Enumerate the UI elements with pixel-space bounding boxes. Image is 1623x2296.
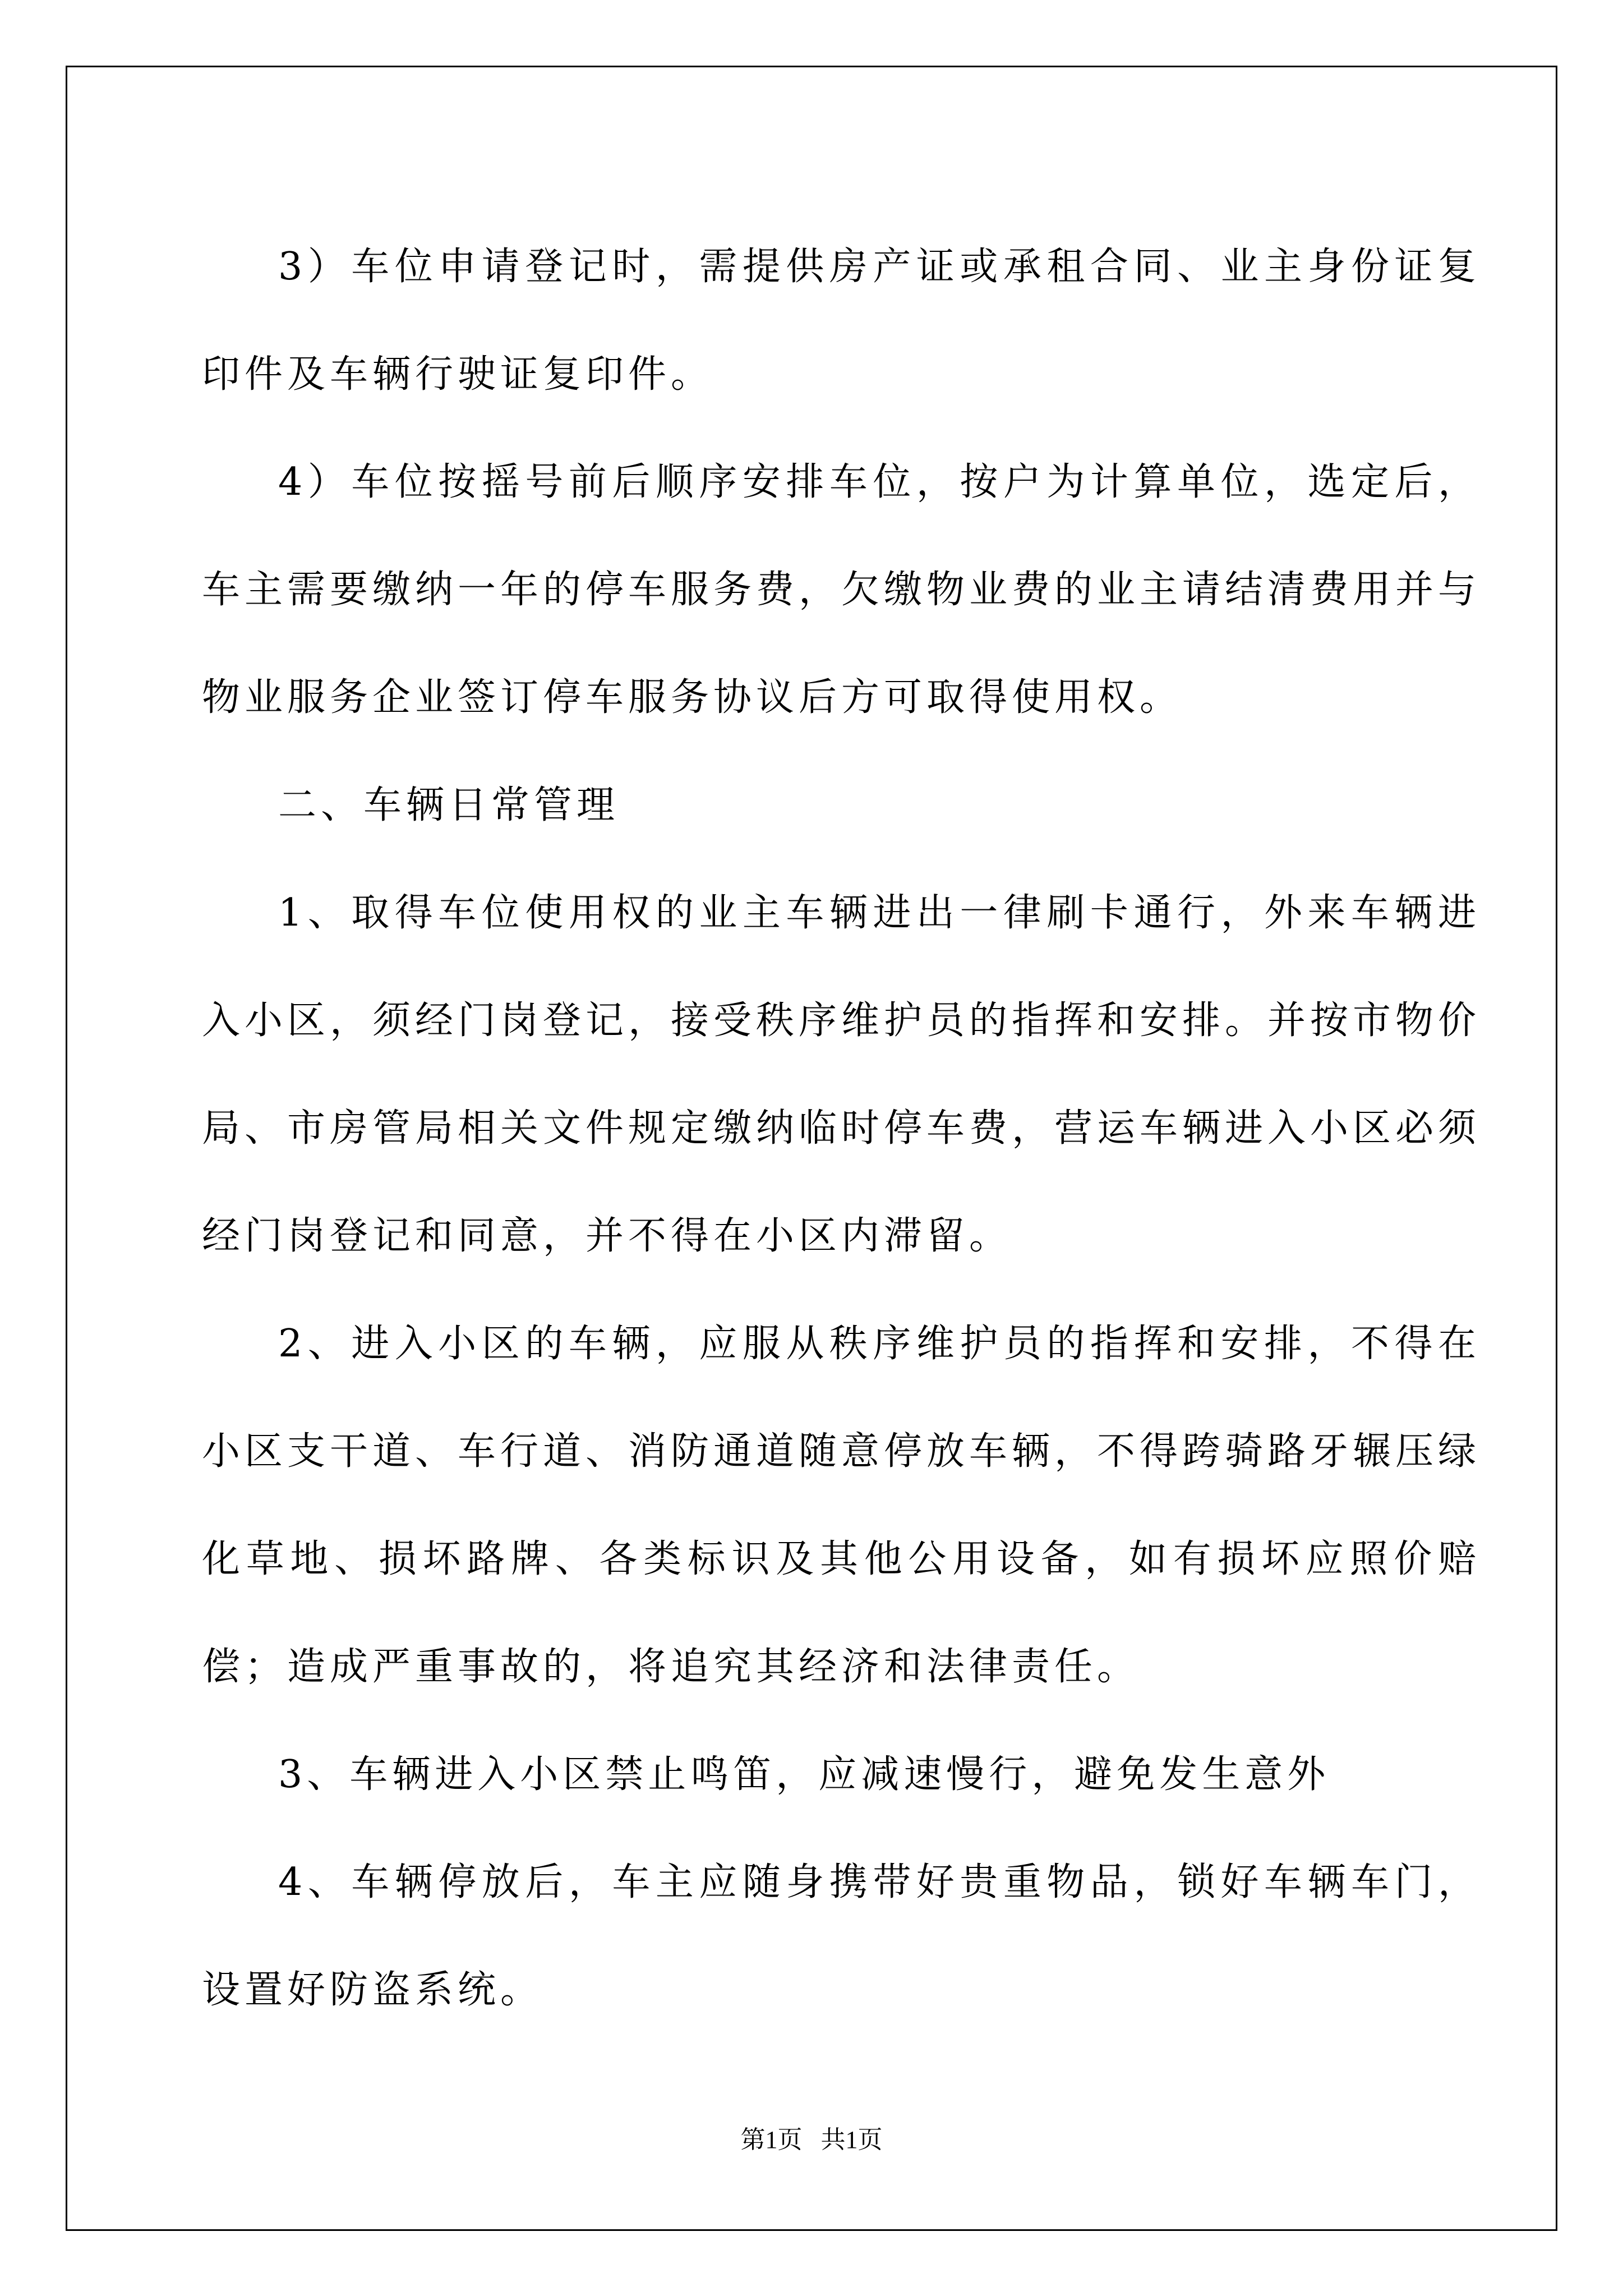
page-footer <box>0 2123 1623 2157</box>
paragraph-2: 4）车位按摇号前后顺序安排车位，按户为计算单位，选定后，车主需要缴纳一年的停车服务费，欠缴物业费的业主请结清费用并与物业服务企业签订停车服务协议后方可取得使用权。 <box>202 460 1481 720</box>
page-number: 第1页 <box>740 2126 803 2154</box>
page-total: 共1页 <box>820 2126 883 2154</box>
section-heading: 二、车辆日常管理 <box>278 783 620 827</box>
paragraph-4: 2、进入小区的车辆，应服从秩序维护员的指挥和安排，不得在小区支干道、车行道、消防通道随意停放车辆，不得跨骑路牙辗压绿化草地、损坏路牌、各类标识及其他公用设备，如有损坏应照价赔偿；造成严重事故的，将追究其经济和法律责任。 <box>202 1322 1481 1689</box>
paragraph-6: 4、车辆停放后，车主应随身携带好贵重物品，锁好车辆车门，设置好防盗系统。 <box>202 1860 1481 2012</box>
paragraph-3: 1、取得车位使用权的业主车辆进出一律刷卡通行，外来车辆进入小区，须经门岗登记，接受秩序维护员的指挥和安排。并按市物价局、市房管局相关文件规定缴纳临时停车费，营运车辆进入小区必须经门岗登记和同意，并不得在小区内滞留。 <box>202 891 1481 1258</box>
document-body <box>202 213 1481 2044</box>
paragraph-5: 3、车辆进入小区禁止鸣笛，应减速慢行，避免发生意外 <box>278 1752 1330 1797</box>
paragraph-1: 3）车位申请登记时，需提供房产证或承租合同、业主身份证复印件及车辆行驶证复印件。 <box>202 245 1481 397</box>
footer-spacer <box>803 2126 821 2154</box>
